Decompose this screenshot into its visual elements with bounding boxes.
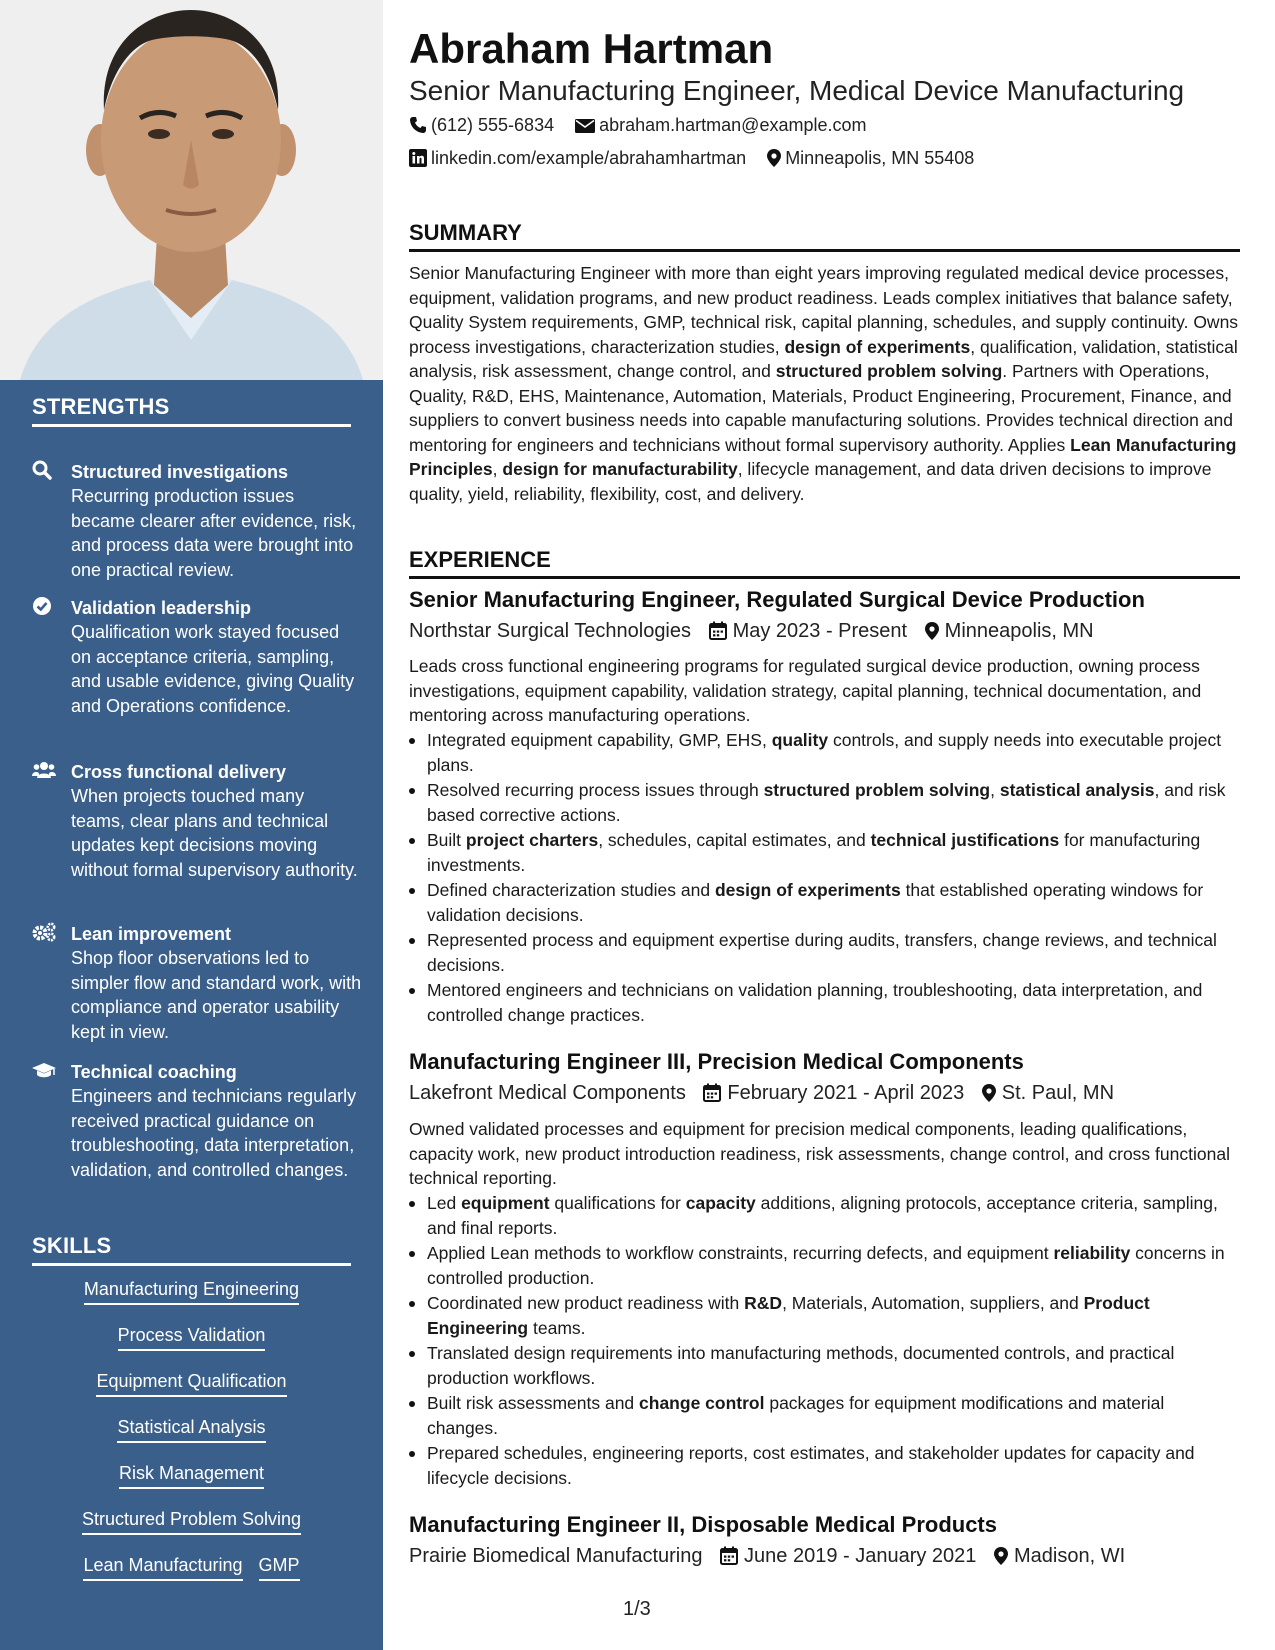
job-bullets [409, 728, 1240, 1028]
text-run: Built [427, 830, 466, 850]
bullet-item [409, 1391, 1240, 1440]
company-name: Prairie Biomedical Manufacturing [409, 1545, 703, 1567]
bullet-item [409, 978, 1240, 1027]
bold-keyword: R&D [744, 1293, 783, 1313]
bold-keyword: project charters [465, 830, 599, 850]
text-run: Integrated equipment capability, GMP, EHS, [427, 730, 772, 750]
job-dates: June 2019 - January 2021 [744, 1545, 977, 1567]
experience-heading: EXPERIENCE [409, 547, 1240, 579]
text-run: Represented process and equipment expertise during audits, transfers, change reviews, and technical decisions. [427, 930, 1217, 975]
calendar-icon [703, 1083, 721, 1102]
text-run: Translated design requirements into manufacturing methods, documented controls, and practical production workflows. [427, 1343, 1175, 1388]
job-location: Minneapolis, MN [944, 620, 1094, 642]
bold-keyword: structured problem solving [775, 361, 1003, 381]
candidate-name: Abraham Hartman [409, 25, 774, 72]
job-location: Madison, WI [1014, 1545, 1126, 1567]
job-title: Senior Manufacturing Engineer, Regulated Surgical Device Production [409, 587, 1145, 612]
summary-heading: SUMMARY [409, 220, 1240, 252]
text-run: , [492, 459, 503, 479]
bullet-item [409, 728, 1240, 777]
contact-row [409, 113, 883, 137]
text-run: teams. [528, 1317, 586, 1338]
search-icon [32, 460, 54, 482]
phone-icon [409, 116, 427, 134]
skill-tag: Structured Problem Solving [82, 1506, 301, 1535]
bold-keyword: change control [639, 1393, 765, 1413]
bold-keyword: design for manufacturability [502, 459, 738, 479]
job-dates: May 2023 - Present [732, 620, 908, 642]
text-run: , schedules, capital estimates, and [598, 830, 871, 850]
job-dates: February 2021 - April 2023 [727, 1082, 965, 1104]
calendar-icon [709, 621, 727, 640]
job-meta [409, 618, 1094, 644]
map-pin-icon [982, 1084, 996, 1102]
strength-title: Cross functional delivery [71, 762, 287, 782]
phone-contact[interactable] [409, 113, 554, 137]
text-run: Prepared schedules, engineering reports, cost estimates, and stakeholder updates for capacity and lifecycle decisions. [427, 1443, 1195, 1488]
summary-text [409, 261, 1240, 506]
skill-tag: Equipment Qualification [96, 1368, 286, 1397]
skill-tag: Risk Management [119, 1460, 264, 1489]
job-title: Manufacturing Engineer II, Disposable Medical Products [409, 1512, 997, 1537]
job-meta [409, 1543, 1125, 1569]
strength-title: Lean improvement [71, 924, 232, 944]
strength-item [32, 1060, 362, 1200]
map-pin-icon [994, 1547, 1008, 1565]
job-title: Manufacturing Engineer III, Precision Medical Components [409, 1049, 1024, 1074]
linkedin-contact[interactable] [409, 146, 746, 170]
text-run: Applied Lean methods to workflow constraints, recurring defects, and equipment [427, 1243, 1054, 1263]
page-number: 1/3 [623, 1598, 651, 1620]
bold-keyword: technical justifications [870, 830, 1060, 850]
strength-item [32, 922, 362, 1042]
bold-keyword: design of experiments [714, 880, 901, 900]
profile-photo [0, 0, 383, 380]
text-run: Built risk assessments and [427, 1393, 640, 1413]
gears-icon [32, 922, 54, 944]
calendar-icon [720, 1546, 738, 1565]
strength-body: Engineers and technicians regularly received practical guidance on troubleshooting, data interpretation, validation, and controlled changes. [71, 1086, 357, 1180]
strength-title: Validation leadership [71, 598, 252, 618]
check-circle-icon [32, 596, 54, 618]
job-bullets [409, 1191, 1240, 1491]
contact-row [409, 146, 990, 170]
bullet-item [409, 1341, 1240, 1390]
text-run: , lifecycle management, and data driven decisions to improve quality, yield, reliability, flexibility, cost, and delivery. [409, 459, 1212, 504]
bullet-item [409, 828, 1240, 877]
strength-body: Shop floor observations led to simpler flow and standard work, with compliance and operator usability kept in view. [71, 948, 362, 1042]
text-run: Coordinated new product readiness with [427, 1293, 745, 1313]
map-pin-icon [767, 149, 781, 167]
bullet-item [409, 778, 1240, 827]
sidebar [0, 0, 383, 1650]
bold-keyword: structured problem solving [763, 780, 991, 800]
text-run: Mentored engineers and technicians on validation planning, troubleshooting, data interpretation, and controlled change practices. [427, 980, 1203, 1025]
strength-item [32, 596, 362, 736]
text-run: , qualification, validation, statistical analysis, risk assessment, change control, and [409, 336, 1238, 381]
text-run: Senior Manufacturing Engineer with more than eight years improving regulated medical device processes, equipment, validation programs, and new product readiness. Leads complex initiatives that balance safety, Quality System requirements, GMP, technical risk, capital planning, schedules, and supply continuity. Owns process investigations, characterization studies, [409, 263, 1239, 357]
strength-item [32, 760, 362, 900]
job-description: Owned validated processes and equipment for precision medical components, leading qualifications, capacity work, new product introduction readiness, risk assessments, change control, and cross functional technical reporting. [409, 1119, 1230, 1188]
bold-keyword: reliability [1053, 1243, 1131, 1263]
bold-keyword: capacity [685, 1193, 756, 1213]
bullet-item [409, 928, 1240, 977]
bullet-item [409, 1241, 1240, 1290]
text-run: additions, aligning protocols, acceptance criteria, sampling, and final reports. [427, 1193, 1218, 1238]
strength-body: When projects touched many teams, clear plans and technical updates kept decisions moving without formal supervisory authority. [71, 786, 358, 880]
bullet-item [409, 1191, 1240, 1240]
email-text: abraham.hartman@example.com [599, 115, 867, 135]
skill-tag: Process Validation [118, 1322, 266, 1351]
bold-keyword: design of experiments [784, 336, 971, 357]
bullet-item [409, 1291, 1240, 1340]
skills-list [32, 1276, 351, 1598]
job-description: Leads cross functional engineering programs for regulated surgical device production, owning process investigations, equipment capability, validation strategy, capital planning, technical documentation, and mentoring across manufacturing operations. [409, 656, 1202, 725]
linkedin-icon [409, 149, 427, 167]
text-run: . Partners with Operations, Quality, R&D, EHS, Maintenance, Automation, Materials, Product Engineering, Procurement, Finance, and suppliers to convert business needs into capable manufacturing solutions. Provides technical direction and mentoring for engineers and technicians without formal supervisory authority. Applies [409, 361, 1233, 455]
bullet-item [409, 1441, 1240, 1490]
strength-title: Technical coaching [71, 1062, 237, 1082]
text-run: that established operating windows for validation decisions. [427, 880, 1204, 925]
text-run: for manufacturing investments. [427, 830, 1201, 875]
strengths-heading: STRENGTHS [32, 394, 351, 427]
bullet-item [409, 878, 1240, 927]
text-run: , Materials, Automation, suppliers, and [782, 1293, 1084, 1313]
job-location: St. Paul, MN [1001, 1082, 1115, 1104]
strength-body: Recurring production issues became clearer after evidence, risk, and process data were brought into one practical review. [71, 486, 357, 580]
map-pin-icon [925, 622, 939, 640]
graduation-cap-icon [32, 1060, 54, 1082]
company-name: Lakefront Medical Components [409, 1082, 686, 1104]
bold-keyword: equipment [461, 1193, 550, 1213]
text-run: concerns in controlled production. [427, 1243, 1225, 1288]
location-contact [767, 146, 974, 170]
users-icon [32, 760, 54, 782]
bold-keyword: quality [771, 730, 829, 750]
envelope-icon [575, 118, 595, 134]
skill-tag: GMP [259, 1552, 300, 1581]
text-run: , and risk based corrective actions. [427, 780, 1226, 825]
bold-keyword: Lean Manufacturing Principles [409, 434, 1237, 479]
skills-heading: SKILLS [32, 1233, 351, 1266]
strength-title: Structured investigations [71, 462, 289, 482]
text-run: controls, and supply needs into executable project plans. [427, 730, 1222, 775]
strength-body: Qualification work stayed focused on acceptance criteria, sampling, and usable evidence, giving Quality and Operations confidence. [71, 622, 355, 716]
bold-keyword: statistical analysis [999, 780, 1155, 800]
location-text: Minneapolis, MN 55408 [785, 148, 975, 168]
text-run: packages for equipment modifications and material changes. [427, 1393, 1165, 1438]
candidate-title: Senior Manufacturing Engineer, Medical Device Manufacturing [409, 75, 1185, 106]
bold-keyword: Product Engineering [427, 1293, 1150, 1338]
skill-tag: Statistical Analysis [117, 1414, 265, 1443]
strength-item [32, 460, 362, 590]
skill-tag: Lean Manufacturing [83, 1552, 242, 1581]
text-run: Defined characterization studies and [427, 880, 715, 900]
company-name: Northstar Surgical Technologies [409, 620, 692, 642]
skill-tag: Manufacturing Engineering [84, 1276, 299, 1305]
email-contact[interactable] [575, 113, 866, 137]
job-meta [409, 1080, 1114, 1106]
linkedin-text: linkedin.com/example/abrahamhartman [431, 148, 747, 168]
text-run: Led [427, 1193, 462, 1213]
text-run: Resolved recurring process issues through [427, 780, 764, 800]
phone-text: (612) 555-6834 [431, 115, 555, 135]
text-run: , [990, 780, 1000, 800]
text-run: qualifications for [549, 1193, 686, 1213]
